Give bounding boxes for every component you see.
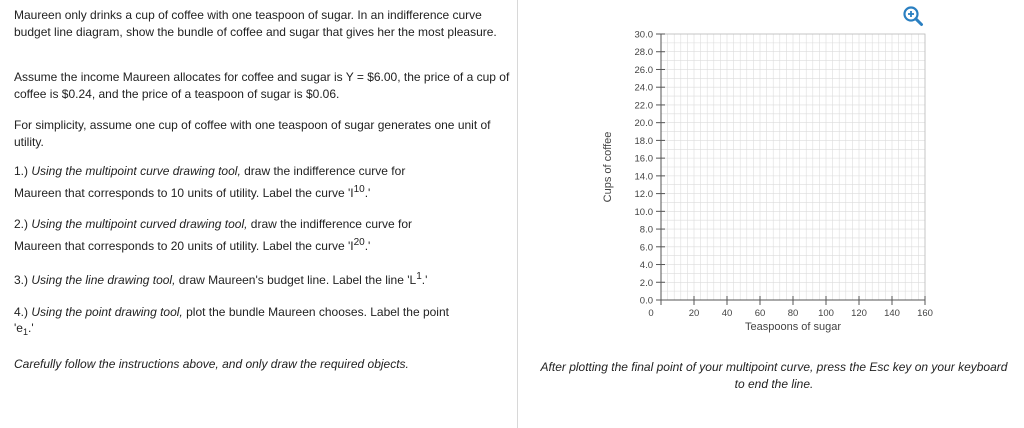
utility-text: For simplicity, assume one cup of coffee with one teaspoon of sugar generates one unit of utility.: [14, 118, 491, 149]
zoom-in-icon: [902, 5, 924, 27]
y-tick-label: 10.0: [634, 206, 653, 218]
x-axis-label: Teaspoons of sugar: [744, 321, 842, 333]
step-4-label: '$e_1$.': [14, 321, 34, 337]
y-tick-label: 16.0: [634, 153, 653, 165]
y-tick-label: 26.0: [634, 64, 653, 76]
graph-footer-note: After plotting the final point of your multipoint curve, press the Esc key on your keyboard to end the line.: [540, 360, 1008, 391]
step-4: 4.) Using the point drawing tool, plot the bundle Maureen chooses. Label the point: [14, 305, 449, 319]
x-tick-label: 80: [787, 308, 799, 319]
y-tick-label: 14.0: [634, 171, 653, 183]
x-tick-label: 120: [851, 308, 867, 319]
y-tick-label: 22.0: [634, 100, 653, 112]
x-tick-label: 100: [818, 308, 834, 319]
zoom-button[interactable]: [902, 5, 924, 27]
income-text: Assume the income Maureen allocates for coffee and sugar is Y = $6.00, the price of a cup of coffee is $0.24, and the price of a teaspoon of sugar is $0.06.: [14, 70, 510, 101]
y-tick-label: 4.0: [639, 260, 653, 272]
x-tick-label: 0: [648, 308, 654, 319]
step-3: 3.) Using the line drawing tool, draw Maureen's budget line. Label the line '$L^1$.': [14, 271, 428, 287]
y-tick-label: 8.0: [639, 224, 653, 236]
y-tick-label: 30.0: [634, 29, 653, 41]
y-tick-label: 20.0: [634, 118, 653, 130]
x-tick-label: 160: [917, 308, 933, 319]
x-tick-label: 40: [721, 308, 733, 319]
y-tick-label: 0.0: [639, 295, 653, 307]
intro-text: Maureen only drinks a cup of coffee with one teaspoon of sugar. In an indifference curve budget line diagram, show the bundle of coffee and sugar that gives her the most pleasure.: [14, 8, 497, 39]
step-1: 1.) Using the multipoint curve drawing tool, draw the indifference curve for: [14, 164, 406, 178]
y-tick-label: 12.0: [634, 189, 653, 201]
caution-text: Carefully follow the instructions above, and only draw the required objects.: [14, 357, 409, 371]
y-tick-label: 18.0: [634, 135, 653, 147]
step-2: 2.) Using the multipoint curved drawing tool, draw the indifference curve for: [14, 217, 412, 231]
y-tick-label: 28.0: [634, 47, 653, 59]
y-tick-label: 6.0: [639, 242, 653, 254]
x-tick-label: 20: [688, 308, 700, 319]
y-axis-label: Cups of coffee: [602, 131, 614, 203]
step-2-label: Maureen that corresponds to 20 units of utility. Label the curve '$I^{20}$.': [14, 237, 371, 253]
step-1-label: Maureen that corresponds to 10 units of utility. Label the curve '$I^{10}$.': [14, 184, 371, 200]
y-tick-label: 24.0: [634, 82, 653, 94]
x-tick-label: 140: [884, 308, 900, 319]
x-tick-label: 60: [754, 308, 766, 319]
y-tick-label: 2.0: [639, 277, 653, 289]
